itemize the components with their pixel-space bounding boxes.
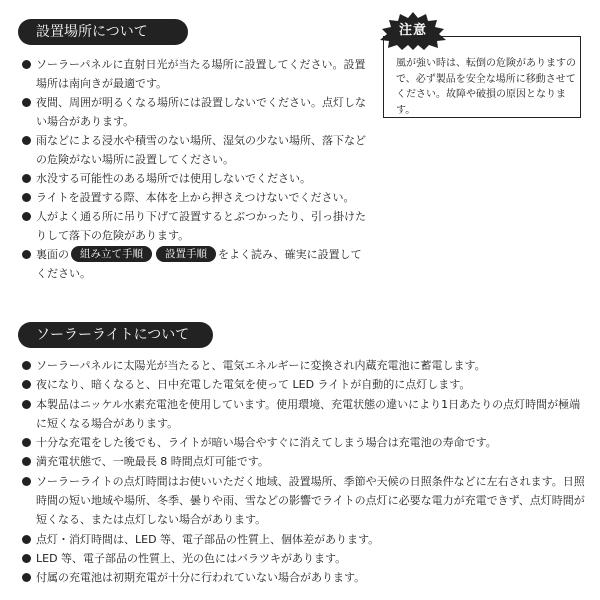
section-heading-installation: 設置場所について	[18, 19, 188, 45]
notice-badge-label: 注意	[398, 23, 427, 38]
list-item: LED 等、電子部品の性質上、光の色にはバラツキがあります。	[20, 549, 585, 568]
reference-suffix: をよく読み、確実に設置してください。	[36, 248, 362, 280]
list-item: 人がよく通る所に吊り下げて設置するとぶつかったり、引っ掛けたりして落下の危険があります。	[20, 207, 370, 245]
notice-badge	[378, 12, 448, 50]
installation-list	[20, 55, 370, 283]
list-item: ソーラーパネルに太陽光が当たると、電気エネルギーに変換され内蔵充電池に蓄電します。	[20, 356, 585, 375]
notice-text: 風が強い時は、転倒の危険がありますので、必ず製品を安全な場所に移動させてください。故障や破損の原因となります。	[396, 58, 576, 116]
list-item: 点灯・消灯時間は、LED 等、電子部品の性質上、個体差があります。	[20, 530, 585, 549]
list-item: 付属の充電池は初期充電が十分に行われていない場合があります。	[20, 568, 585, 587]
list-item: ソーラーライトの点灯時間はお使いいただく地域、設置場所、季節や天候の日照条件などに左右されます。日照時間の短い地域や場所、冬季、曇りや雨、雪などの影響でライトの点灯に必要な電力が充電できず、点灯時間が短くなる、または点灯しない場合があります。	[20, 472, 585, 530]
list-item: 夜間、周囲が明るくなる場所には設置しないでください。点灯しない場合があります。	[20, 93, 370, 131]
installation-steps-badge: 設置手順	[156, 246, 216, 262]
solar-light-list	[20, 356, 585, 588]
list-item: 雨などによる浸水や積雪のない場所、湿気の少ない場所、落下などの危険がない場所に設置してください。	[20, 131, 370, 169]
list-item: 夜になり、暗くなると、日中充電した電気を使って LED ライトが自動的に点灯します。	[20, 375, 585, 394]
list-item	[20, 245, 370, 283]
reference-prefix: 裏面の	[36, 248, 69, 261]
section-heading-solar-light: ソーラーライトについて	[18, 322, 213, 348]
list-item: ソーラーパネルに直射日光が当たる場所に設置してください。設置場所は南向きが最適です。	[20, 55, 370, 93]
list-item: 十分な充電をした後でも、ライトが暗い場合やすぐに消えてしまう場合は充電池の寿命です。	[20, 433, 585, 452]
assembly-steps-badge: 組み立て手順	[71, 246, 152, 262]
list-item: 本製品はニッケル水素充電池を使用しています。使用環境、充電状態の違いにより1日あたりの点灯時間が極端に短くなる場合があります。	[20, 395, 585, 434]
list-item: 水没する可能性のある場所では使用しないでください。	[20, 169, 370, 188]
list-item: 満充電状態で、一晩最長 8 時間点灯可能です。	[20, 452, 585, 471]
list-item: ライトを設置する際、本体を上から押さえつけないでください。	[20, 188, 370, 207]
